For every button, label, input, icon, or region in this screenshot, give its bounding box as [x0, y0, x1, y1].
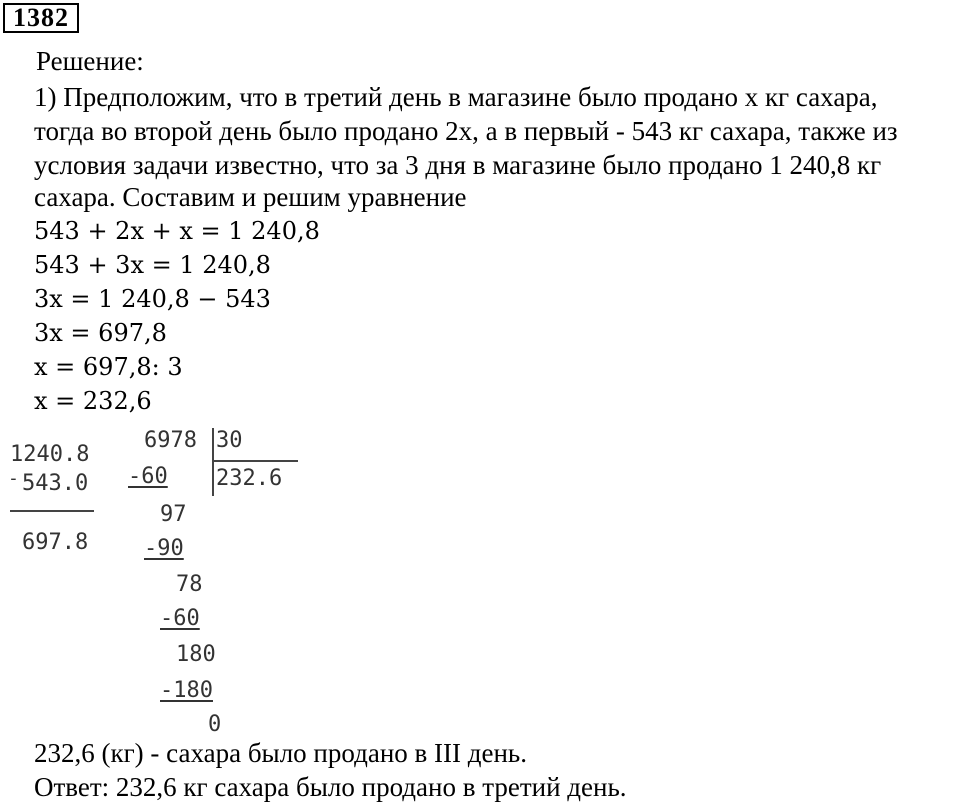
- equation-line: 3x = 1 240,8 − 543: [34, 285, 271, 313]
- division-step: -180: [160, 678, 213, 703]
- paragraph-line: тогда во второй день было продано 2х, а в первый - 543 кг сахара, также из: [34, 116, 898, 146]
- division-vertical-rule: [212, 428, 214, 496]
- subtraction-subtrahend: 543.0: [22, 471, 89, 496]
- division-step: 78: [176, 572, 203, 597]
- solution-heading: Решение:: [36, 46, 144, 76]
- division-step: -60: [160, 606, 200, 631]
- equation-line: x = 697,8: 3: [34, 353, 183, 381]
- subtraction-result: 697.8: [22, 530, 89, 555]
- subtraction-minuend: 1240.8: [10, 442, 90, 467]
- division-step: -60: [128, 464, 168, 489]
- paragraph-line: условия задачи известно, что за 3 дня в магазине было продано 1 240,8 кг: [34, 150, 882, 180]
- subtraction-minus-sign: -: [8, 468, 19, 489]
- division-step: 97: [160, 502, 187, 527]
- equation-line: 543 + 2x + x = 1 240,8: [34, 217, 320, 245]
- paragraph-line: сахара. Составим и решим уравнение: [34, 182, 467, 212]
- conclusion-line: 232,6 (кг) - сахара было продано в III день.: [34, 738, 527, 768]
- equation-line: 543 + 3x = 1 240,8: [34, 251, 271, 279]
- answer-line: Ответ: 232,6 кг сахара было продано в третий день.: [34, 772, 627, 802]
- division-step: 180: [176, 642, 216, 667]
- problem-number-box: 1382: [3, 3, 79, 33]
- paragraph-line: 1) Предположим, что в третий день в магазине было продано х кг сахара,: [34, 82, 878, 112]
- division-divisor-rule: [214, 460, 298, 462]
- division-quotient: 232.6: [216, 466, 283, 491]
- division-step: -90: [144, 536, 184, 561]
- division-dividend: 6978: [144, 428, 197, 453]
- division-divisor: 30: [216, 428, 243, 453]
- subtraction-rule: [10, 510, 94, 512]
- division-step: 0: [208, 712, 222, 737]
- equation-line: x = 232,6: [34, 387, 152, 415]
- equation-line: 3x = 697,8: [34, 319, 167, 347]
